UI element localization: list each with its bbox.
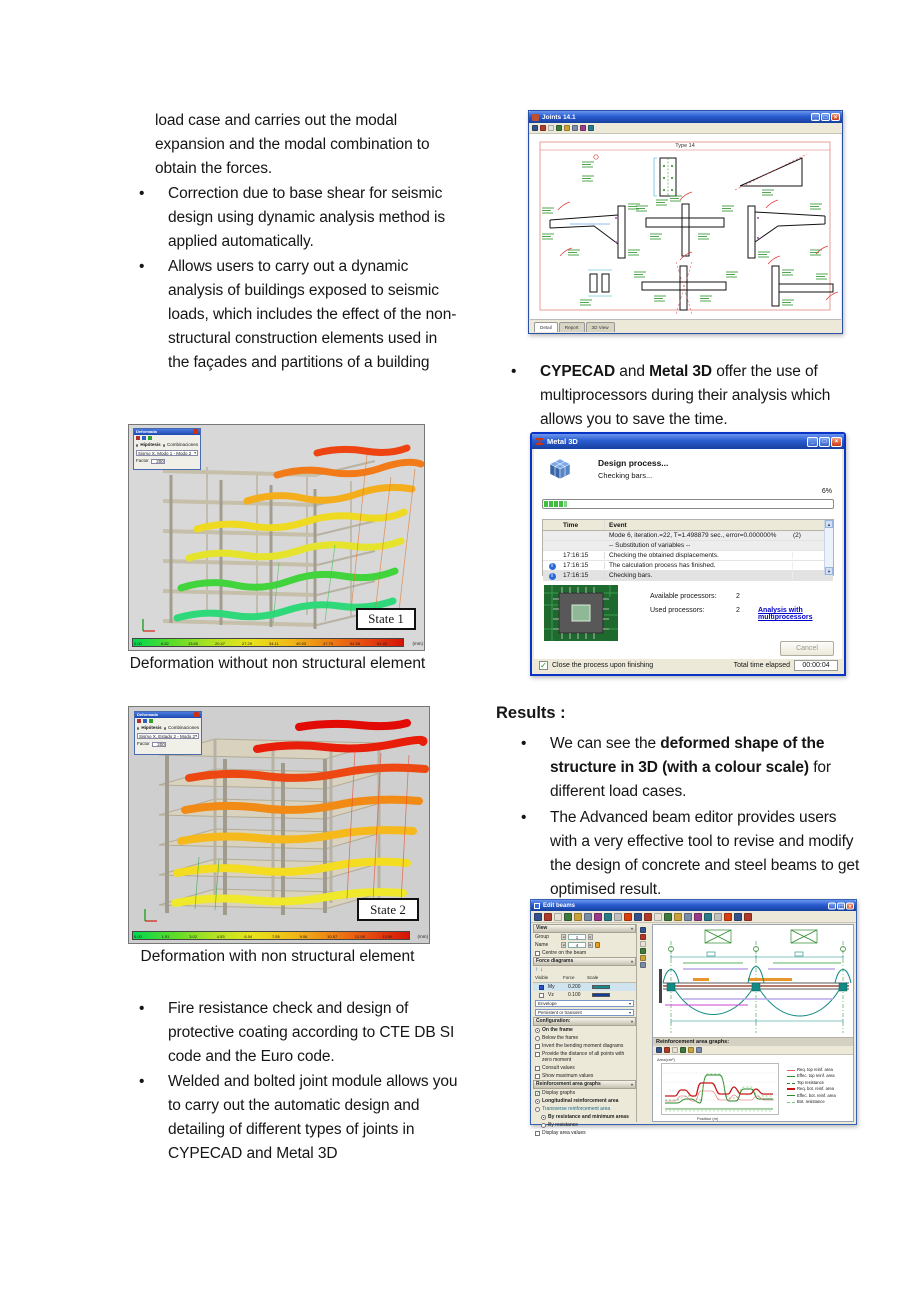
state-label-box: State 2: [357, 898, 419, 921]
event-time: 17:16:15: [561, 552, 605, 559]
col-scale: Scale: [587, 975, 599, 980]
text: and: [615, 363, 650, 380]
scale-tick: 47.75: [323, 641, 334, 646]
display-graphs-checkbox[interactable]: [535, 1091, 540, 1096]
deformada-title: Deformada: [136, 429, 157, 434]
factor-label: Factor: [136, 458, 149, 463]
below-frame-radio[interactable]: [535, 1036, 540, 1041]
mode-dropdown[interactable]: [136, 450, 198, 456]
toolbar-icon[interactable]: [672, 1047, 678, 1053]
event-note: (2): [793, 532, 801, 539]
progress-segment: [559, 501, 563, 507]
show-max-checkbox[interactable]: [535, 1074, 540, 1079]
cancel-button[interactable]: Cancel: [780, 641, 834, 656]
consult-values-checkbox[interactable]: [535, 1066, 540, 1071]
radio-hipotesis-label: Hipótesis: [141, 725, 162, 730]
toolbar-icon[interactable]: [634, 913, 642, 921]
bullet-correction-text: Correction due to base shear for seismic design using dynamic analysis method is applied automatically.: [168, 185, 445, 250]
combination-dropdown[interactable]: [535, 1009, 634, 1016]
multiprocessor-link[interactable]: Analysis with multiprocessors: [758, 607, 813, 621]
toolbar-icon[interactable]: [654, 913, 662, 921]
progress-bar: [542, 499, 834, 509]
bullet-dynamic-text: Allows users to carry out a dynamic analysis of buildings exposed to seismic loads, which includes the effect of the non-structural construction elements used in the façades and partitions of a building: [168, 258, 457, 371]
cypecad-bold: CYPECAD: [540, 363, 616, 380]
progress-segment: [554, 501, 558, 507]
bullet-glyph: •: [139, 1073, 145, 1090]
maximize-button[interactable]: □: [819, 437, 830, 447]
tool-icon[interactable]: [137, 719, 141, 723]
name-decrement[interactable]: ◂: [562, 943, 565, 947]
toolbar-icon[interactable]: [614, 913, 622, 921]
elapsed-label: Total time elapsed: [733, 662, 790, 669]
event-text: -- Substitution of variables --: [605, 542, 793, 549]
close-icon[interactable]: [193, 429, 198, 434]
beam-editor-titlebar: [531, 900, 856, 911]
mode-dropdown-value: Sismo X, Modo 1 - Modo 2: [138, 451, 192, 456]
radio-hipotesis[interactable]: [136, 444, 138, 447]
force-name: My: [548, 984, 555, 990]
screenshot-deformation-state1: [128, 424, 425, 651]
scale-tick: 34.11: [269, 641, 279, 646]
reinforcement-graph-header: Reinforcement area graphs:: [653, 1037, 853, 1046]
zero-moment-checkbox[interactable]: [535, 1052, 540, 1057]
caption-state2: Deformation with non structural element: [140, 948, 415, 965]
force-color-swatch[interactable]: [592, 993, 610, 997]
col-visible: Visible: [535, 975, 549, 980]
scale-tick: 61.40: [377, 641, 388, 646]
group-increment[interactable]: ▸: [589, 935, 592, 939]
joints-toolbar: [529, 123, 842, 134]
text: for different load cases.: [550, 759, 831, 800]
metal3d-title: Metal 3D: [547, 437, 578, 446]
metal3d-statusbar: [534, 658, 842, 672]
tool-icon[interactable]: [149, 719, 153, 723]
show-max-label: Show maximum values: [542, 1073, 594, 1079]
event-time: 17:16:15: [561, 572, 605, 579]
event-text: Checking bars.: [605, 572, 793, 579]
scale-tick: 13.59: [382, 934, 393, 939]
event-row: [543, 561, 833, 571]
beam-diagram: [653, 925, 855, 1037]
used-processors-value: 2: [736, 607, 740, 614]
beam-editor-side-panel: [533, 924, 637, 1136]
results-heading: Results :: [496, 704, 566, 722]
visible-checkbox[interactable]: [539, 985, 544, 990]
deformada-title: Deformada: [137, 712, 158, 717]
toolbar-icon[interactable]: [574, 913, 582, 921]
display-graphs-label: Display graphs: [542, 1090, 576, 1096]
scale-tick: 0.00: [134, 934, 142, 939]
bullet-correction: [139, 182, 460, 254]
beam-editor-canvas: [652, 924, 854, 1122]
info-icon: [549, 563, 556, 570]
process-heading: Design process...: [598, 458, 669, 468]
consult-values-label: Consult values: [542, 1065, 575, 1071]
axis-triad: [145, 909, 157, 921]
beam-editor-title: Edit beams: [543, 902, 576, 909]
event-text: The calculation process has finished.: [605, 562, 793, 569]
toolbar-icon[interactable]: [640, 934, 646, 940]
scale-tick: 20.47: [215, 641, 226, 646]
bullet-glyph: •: [139, 1000, 145, 1017]
radio-combinaciones-label: Combinaciones: [166, 442, 198, 447]
text: We can see the: [550, 735, 661, 752]
bullet-glyph: •: [511, 363, 517, 380]
icon-column: [543, 520, 561, 530]
process-subheading: Checking bars...: [598, 471, 653, 480]
toolbar-icon[interactable]: [704, 913, 712, 921]
elapsed-value: 00:00:04: [794, 660, 838, 671]
event-time: 17:16:15: [561, 562, 605, 569]
metal3d-body: [534, 449, 842, 658]
bullet-multiproc: [511, 360, 852, 432]
scale-tick: 6.82: [161, 641, 169, 646]
event-row: [543, 551, 833, 561]
available-processors-value: 2: [736, 593, 740, 600]
toolbar-icon[interactable]: [734, 913, 742, 921]
combination-value: Persistent or transient: [538, 1009, 582, 1015]
name-increment[interactable]: ▸: [589, 943, 592, 947]
bullet-result2: [521, 806, 862, 902]
scale-tick: 0.00: [134, 641, 142, 646]
force-color-swatch[interactable]: [592, 985, 610, 989]
tab-3d-view[interactable]: 3D View: [586, 322, 615, 332]
toolbar-icon[interactable]: [656, 1047, 662, 1053]
toolbar-icon[interactable]: [554, 913, 562, 921]
scale-tick: 6.04: [244, 934, 253, 939]
tool-icon[interactable]: [148, 436, 152, 440]
tab-report[interactable]: Report: [559, 322, 585, 332]
event-row-selected: [543, 571, 833, 581]
toolbar-icon[interactable]: [564, 125, 570, 131]
available-processors-label: Available processors:: [650, 593, 717, 600]
bullet-welded-text: Welded and bolted joint module allows you to carry out the automatic design and detailing of different types of joints in CYPECAD and Metal 3D: [168, 1073, 458, 1162]
text: offer the use of multiprocessors during their analysis which allows you to save the time.: [540, 363, 831, 428]
scale-tick: 10.57: [327, 934, 338, 939]
configuration-header[interactable]: Configuration: ▾: [533, 1017, 636, 1026]
toolbar-icon[interactable]: [588, 125, 594, 131]
toolbar-icon[interactable]: [724, 913, 732, 921]
reinforcement-graph: [661, 1063, 779, 1115]
force-name: Vz: [548, 992, 554, 998]
longitudinal-label: Longitudinal reinforcement area: [542, 1098, 619, 1104]
toolbar-icon[interactable]: [534, 913, 542, 921]
name-label: Name: [535, 942, 549, 948]
beam-editor-window: [530, 899, 857, 1136]
beam-editor-side-toolbar: [639, 926, 650, 1120]
result1-bold: deformed shape of the structure in 3D (with a colour scale): [550, 735, 825, 776]
toolbar-icon[interactable]: [714, 913, 722, 921]
toolbar-icon[interactable]: [544, 913, 552, 921]
scale-tick: 54.58: [350, 641, 361, 646]
longitudinal-radio[interactable]: [535, 1099, 540, 1104]
text: The Advanced beam editor provides users with a very effective tool to revise and modify the design of concrete and steel beams to get optimised result.: [550, 809, 860, 898]
scale-tick: 27.29: [242, 641, 253, 646]
bullet-glyph: •: [521, 809, 527, 826]
close-on-finish-checkbox[interactable]: ✓: [540, 661, 547, 670]
toolbar-icon[interactable]: [640, 941, 646, 947]
toolbar-icon[interactable]: [556, 125, 562, 131]
move-up-icon[interactable]: ↑: [535, 967, 538, 973]
event-column-header[interactable]: Event: [605, 520, 833, 530]
joints-drawing: [530, 134, 841, 320]
joints-window-title: Joints 14.1: [542, 113, 576, 121]
metal3d-app-icon: [535, 437, 544, 446]
metal3d-bold: Metal 3D: [649, 363, 713, 380]
toolbar-icon[interactable]: [680, 1047, 686, 1053]
bullet-result1: [521, 732, 862, 804]
event-row: [543, 541, 833, 551]
centre-checkbox[interactable]: [535, 951, 540, 956]
joints-window: [528, 110, 843, 334]
group-input[interactable]: 1: [568, 934, 586, 940]
legend-item: Effec. bot. reinf. area: [797, 1092, 836, 1098]
bullet-glyph: •: [139, 258, 145, 275]
toolbar-icon[interactable]: [584, 913, 592, 921]
time-column-header[interactable]: Time: [561, 520, 605, 530]
progress-segment: [549, 501, 553, 507]
by-resistance-label: By resistance: [548, 1122, 579, 1128]
tool-icon[interactable]: [143, 719, 147, 723]
by-resistance-radio[interactable]: [541, 1123, 546, 1128]
beam-editor-toolbar: [531, 911, 856, 923]
group-decrement[interactable]: ◂: [562, 935, 565, 939]
minimize-button[interactable]: _: [811, 113, 820, 121]
name-input[interactable]: 4: [568, 942, 586, 948]
deformada-dialog: [133, 428, 201, 470]
scroll-up-arrow[interactable]: ▲: [825, 520, 833, 528]
scroll-down-arrow[interactable]: ▼: [825, 567, 833, 575]
minimize-button[interactable]: _: [807, 437, 818, 447]
color-scale: [132, 638, 404, 647]
by-resistance-min-label: By resistance and minimum areas: [548, 1114, 629, 1120]
factor-input[interactable]: 200: [151, 459, 165, 464]
graph-ylabel: Area(cm²): [657, 1057, 675, 1062]
screenshot-deformation-state2: [128, 706, 430, 944]
maximize-button[interactable]: □: [821, 113, 830, 121]
joints-tabstrip: [530, 319, 841, 332]
joints-canvas: [530, 134, 841, 320]
scale-tick: 1.51: [161, 934, 170, 939]
color-scale: [132, 931, 410, 940]
close-button[interactable]: ×: [831, 113, 840, 121]
view-section-header[interactable]: View ▾: [533, 924, 636, 933]
used-processors-label: Used processors:: [650, 607, 705, 614]
lock-icon[interactable]: [595, 942, 600, 948]
joints-titlebar: [529, 111, 842, 123]
factor-label: Factor: [137, 741, 150, 746]
event-row: [543, 531, 833, 541]
scale-tick: 12.08: [354, 934, 365, 939]
legend-item: Req. bot. reinf. area: [797, 1086, 835, 1092]
app-icon: [532, 114, 539, 121]
toolbar-icon[interactable]: [604, 913, 612, 921]
move-down-icon[interactable]: ↓: [540, 967, 543, 973]
radio-hipotesis[interactable]: [137, 727, 139, 730]
below-frame-label: Below the frame: [542, 1035, 579, 1041]
toolbar-icon[interactable]: [684, 913, 692, 921]
metal3d-window: [530, 432, 846, 676]
scale-tick: 4.53: [216, 934, 225, 939]
force-scale: 0.100: [568, 992, 581, 998]
toolbar-icon[interactable]: [674, 913, 682, 921]
deformada-dialog: [134, 711, 202, 755]
toolbar-icon[interactable]: [696, 1047, 702, 1053]
toolbar-icon[interactable]: [594, 913, 602, 921]
state-label-box: State 1: [356, 608, 416, 630]
area-values-label: Display area values: [542, 1130, 586, 1136]
toolbar-icon[interactable]: [640, 948, 646, 954]
envelope-value: Envelope: [538, 1000, 557, 1006]
event-table-header: [543, 520, 833, 531]
metal3d-titlebar: [532, 434, 844, 449]
tool-icon[interactable]: [136, 436, 140, 440]
group-label: Group: [535, 934, 549, 940]
toolbar-icon[interactable]: [572, 125, 578, 131]
bullet-dynamic: [139, 255, 460, 375]
event-table: [542, 519, 834, 579]
graph-legend: [787, 1067, 853, 1105]
bullet-fire: [139, 997, 468, 1069]
toolbar-icon[interactable]: [640, 955, 646, 961]
visible-checkbox[interactable]: [539, 993, 544, 998]
scale-tick: 13.65: [188, 641, 199, 646]
close-icon[interactable]: [194, 712, 199, 717]
scale-unit: (mm): [417, 934, 428, 939]
bullet-glyph: •: [139, 185, 145, 202]
mode-dropdown-value: Sismo X, Estado 2 - Modo 2: [139, 734, 196, 739]
intro-paragraph: load case and carries out the modal expansion and the modal combination to obtain the forces.: [155, 112, 430, 177]
reinforcement-graph-toolbar: [653, 1046, 853, 1055]
forces-section-header[interactable]: Force diagrams ▾: [533, 957, 636, 966]
toolbar-icon[interactable]: [624, 913, 632, 921]
toolbar-icon[interactable]: [640, 962, 646, 968]
force-row[interactable]: [533, 983, 636, 991]
toolbar-icon[interactable]: [640, 927, 646, 933]
legend-item: Top resistance: [797, 1079, 824, 1085]
scale-tick: 3.02: [189, 934, 197, 939]
close-button[interactable]: ×: [846, 902, 854, 909]
toolbar-icon[interactable]: [580, 125, 586, 131]
processor-chip-image: [544, 585, 618, 641]
toolbar-icon[interactable]: [532, 125, 538, 131]
app-icon: [534, 903, 540, 909]
scale-unit: (mm): [412, 641, 423, 646]
toolbar-icon[interactable]: [664, 1047, 670, 1053]
toolbar-icon[interactable]: [694, 913, 702, 921]
toolbar-icon[interactable]: [564, 913, 572, 921]
invert-label: Invert the bending moment diagrams: [542, 1043, 624, 1049]
col-force: Force: [563, 975, 575, 980]
close-button[interactable]: ×: [831, 437, 842, 447]
legend-item: Effec. top reinf. area: [797, 1073, 835, 1079]
scale-tick: 7.55: [271, 934, 280, 939]
radio-hipotesis-label: Hipótesis: [140, 442, 161, 447]
caption-state1: Deformation without non structural element: [129, 655, 426, 672]
bullet-fire-text: Fire resistance check and design of protective coating according to CTE DB SI code and the Euro code.: [168, 1000, 455, 1065]
toolbar-icon[interactable]: [548, 125, 554, 131]
axis-triad: [143, 619, 155, 631]
invert-checkbox[interactable]: [535, 1044, 540, 1049]
centre-label: Centre on the beam: [542, 950, 587, 956]
drawing-title: Type 14: [675, 143, 695, 149]
toolbar-icon[interactable]: [688, 1047, 694, 1053]
progress-segment: [564, 501, 567, 507]
info-icon: [549, 573, 556, 580]
on-frame-radio[interactable]: [535, 1028, 540, 1033]
transverse-label: Transverse reinforcement area: [542, 1106, 611, 1112]
envelope-dropdown[interactable]: [535, 1000, 634, 1007]
toolbar-icon[interactable]: [540, 125, 546, 131]
progress-percent: 6%: [821, 488, 832, 495]
legend-item: Req. top reinf. area: [797, 1067, 833, 1072]
event-text: Checking the obtained displacements.: [605, 552, 793, 559]
toolbar-icon[interactable]: [744, 913, 752, 921]
transverse-radio[interactable]: [535, 1107, 540, 1112]
cube-icon: [548, 457, 572, 481]
scale-tick: 40.93: [296, 641, 307, 646]
bullet-welded: [139, 1070, 468, 1166]
scrollbar[interactable]: [824, 520, 833, 575]
factor-input[interactable]: 200: [152, 742, 166, 747]
toolbar-icon[interactable]: [644, 913, 652, 921]
legend-item: Bot. resistance: [797, 1099, 825, 1105]
maximize-button[interactable]: □: [837, 902, 845, 909]
close-on-finish-label: Close the process upon finishing: [552, 662, 654, 669]
zero-moment-label: Provide the distance of all points with zero moment: [542, 1051, 625, 1063]
radio-combinaciones-label: Combinaciones: [167, 725, 199, 730]
radio-combinaciones[interactable]: [164, 727, 166, 730]
mode-dropdown[interactable]: [137, 733, 199, 739]
force-row[interactable]: [533, 991, 636, 999]
bullet-glyph: •: [521, 735, 527, 752]
by-resistance-min-radio[interactable]: [541, 1115, 546, 1120]
tool-icon[interactable]: [142, 436, 146, 440]
event-text: Mode 6, iteration.=22, T=1.498879 sec., error=0.000000%: [605, 532, 793, 539]
graph-xlabel: Position (m): [697, 1116, 719, 1121]
minimize-button[interactable]: _: [828, 902, 836, 909]
area-values-checkbox[interactable]: [535, 1131, 540, 1136]
radio-combinaciones[interactable]: [163, 444, 165, 447]
tab-detail[interactable]: Detail: [534, 322, 558, 332]
force-scale: 0.200: [568, 984, 581, 990]
toolbar-icon[interactable]: [664, 913, 672, 921]
on-frame-label: On the frame: [542, 1027, 573, 1033]
progress-segment: [544, 501, 548, 507]
scale-tick: 9.06: [299, 934, 308, 939]
reinforcement-header[interactable]: Reinforcement area graphs ▾: [533, 1080, 636, 1089]
